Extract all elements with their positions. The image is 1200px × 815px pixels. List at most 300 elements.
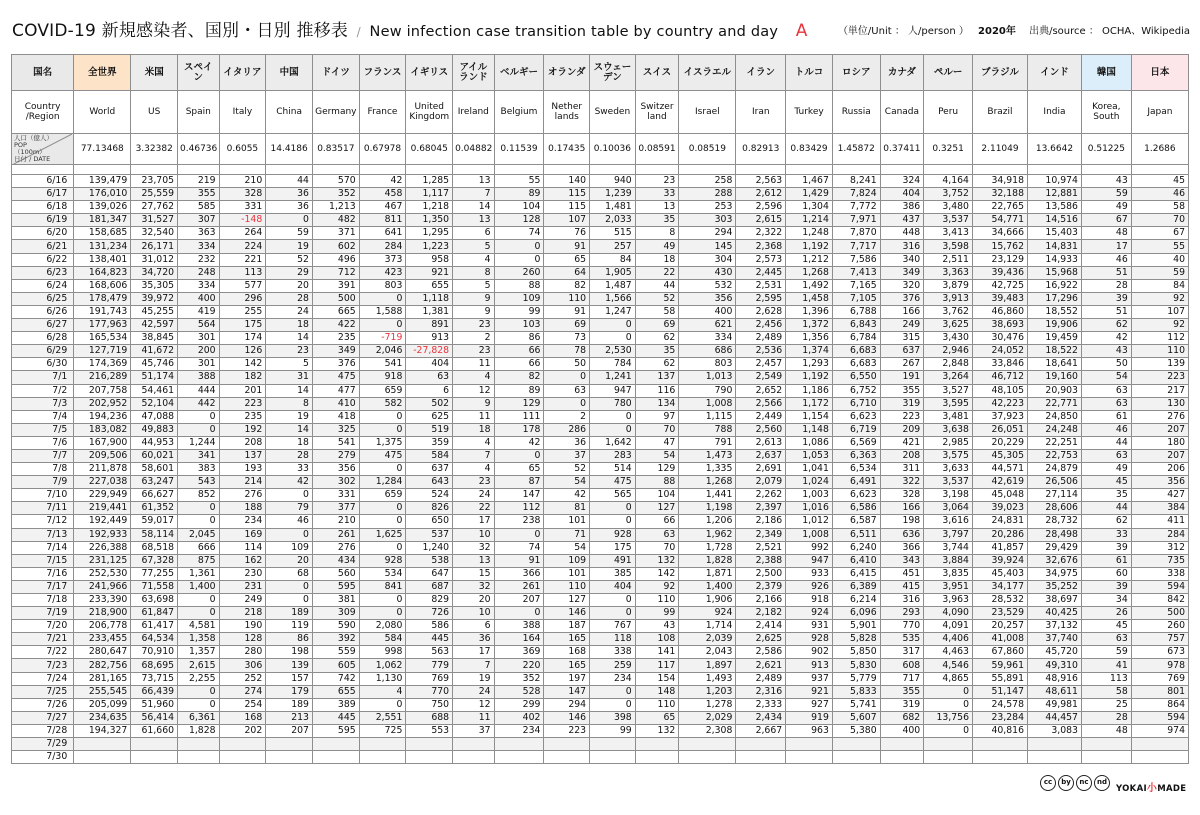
case-count-cell: 211,878 <box>74 463 131 476</box>
case-count-cell: 37 <box>544 449 590 462</box>
case-count-cell: 234,635 <box>74 711 131 724</box>
date-cell: 7/1 <box>12 371 74 384</box>
case-count-cell: 45,255 <box>131 305 178 318</box>
case-count-cell: 51,174 <box>131 371 178 384</box>
case-count-cell: 6,240 <box>832 541 880 554</box>
case-count-cell: 3,575 <box>924 449 973 462</box>
case-count-cell: 3,963 <box>924 594 973 607</box>
case-count-cell: 99 <box>494 305 544 318</box>
case-count-cell <box>219 751 266 764</box>
case-count-cell: 283 <box>590 449 636 462</box>
case-count-cell <box>1027 738 1081 751</box>
title-english: New infection case transition table by country and day <box>369 24 779 40</box>
case-count-cell: 2,457 <box>736 358 786 371</box>
case-count-cell: 9 <box>453 305 495 318</box>
spacer-cell <box>590 165 636 175</box>
case-count-cell: 129 <box>494 397 544 410</box>
case-count-cell: 66,627 <box>131 489 178 502</box>
population-value: 0.51225 <box>1081 134 1131 165</box>
case-count-cell: 44,953 <box>131 436 178 449</box>
case-count-cell: 0 <box>590 515 636 528</box>
date-cell: 7/14 <box>12 541 74 554</box>
case-count-cell: 404 <box>406 358 453 371</box>
case-count-cell: 0 <box>924 698 973 711</box>
country-name-en: Sweden <box>590 91 636 134</box>
case-count-cell: 1,239 <box>590 188 636 201</box>
case-count-cell: 2,549 <box>736 371 786 384</box>
case-count-cell: 49 <box>1081 201 1131 214</box>
case-count-cell <box>736 751 786 764</box>
case-count-cell: 621 <box>679 319 736 332</box>
case-count-cell: 286 <box>544 423 590 436</box>
case-count-cell: 68,695 <box>131 659 178 672</box>
case-count-cell: 19 <box>266 410 313 423</box>
case-count-cell: 320 <box>880 279 924 292</box>
population-row <box>12 134 1189 165</box>
case-count-cell: 65 <box>544 253 590 266</box>
case-count-cell: 0 <box>359 463 406 476</box>
spacer-cell <box>635 165 679 175</box>
case-count-cell: 15,968 <box>1027 266 1081 279</box>
date-cell: 7/4 <box>12 410 74 423</box>
case-count-cell <box>494 738 544 751</box>
table-row <box>12 685 1189 698</box>
case-count-cell: 2,637 <box>736 449 786 462</box>
case-count-cell: 58,601 <box>131 463 178 476</box>
country-name-jp: 米国 <box>131 55 178 91</box>
case-count-cell: 253 <box>679 201 736 214</box>
case-count-cell: 267 <box>880 358 924 371</box>
case-count-cell: 142 <box>635 567 679 580</box>
case-count-cell: 0 <box>178 698 220 711</box>
case-count-cell: 411 <box>1131 515 1188 528</box>
case-count-cell: 18 <box>266 436 313 449</box>
case-count-cell: 637 <box>880 345 924 358</box>
case-count-cell: 371 <box>312 227 359 240</box>
case-count-cell: 49,981 <box>1027 698 1081 711</box>
case-count-cell: 307 <box>178 214 220 227</box>
spacer-cell <box>544 165 590 175</box>
population-value: 0.17435 <box>544 134 590 165</box>
case-count-cell <box>359 751 406 764</box>
case-count-cell: 355 <box>880 384 924 397</box>
case-count-cell: 35,252 <box>1027 580 1081 593</box>
case-count-cell: 328 <box>880 489 924 502</box>
case-count-cell: 24 <box>266 305 313 318</box>
case-count-cell: 7,870 <box>832 227 880 240</box>
case-count-cell: 13 <box>453 175 495 188</box>
table-row <box>12 214 1189 227</box>
case-count-cell: 23 <box>266 345 313 358</box>
case-count-cell: 448 <box>880 227 924 240</box>
case-count-cell: 6,719 <box>832 423 880 436</box>
case-count-cell: 181,347 <box>74 214 131 227</box>
case-count-cell: 422 <box>312 319 359 332</box>
case-count-cell: 46 <box>1131 188 1188 201</box>
case-count-cell: 315 <box>880 332 924 345</box>
case-count-cell: 913 <box>406 332 453 345</box>
case-count-cell: 294 <box>544 698 590 711</box>
case-count-cell: 7,586 <box>832 253 880 266</box>
case-count-cell: 625 <box>406 410 453 423</box>
brand-suffix: MADE <box>1157 784 1187 794</box>
case-count-cell: 535 <box>880 633 924 646</box>
case-count-cell: 92 <box>1131 292 1188 305</box>
case-count-cell: 6,389 <box>832 580 880 593</box>
case-count-cell: 207 <box>1131 423 1188 436</box>
case-count-cell: 3,413 <box>924 227 973 240</box>
case-count-cell: 235 <box>219 410 266 423</box>
case-count-cell: 25,559 <box>131 188 178 201</box>
case-count-cell: 2,489 <box>736 672 786 685</box>
header-row-en <box>12 91 1189 134</box>
case-count-cell: 0 <box>359 698 406 711</box>
cc-nc-icon: nc <box>1076 775 1092 791</box>
brand-mark: 小 <box>1146 783 1158 794</box>
table-row <box>12 279 1189 292</box>
case-count-cell: 1,441 <box>679 489 736 502</box>
case-count-cell: 5,901 <box>832 620 880 633</box>
case-count-cell: 303 <box>679 214 736 227</box>
country-name-en: Brazil <box>972 91 1027 134</box>
case-count-cell: 97 <box>635 410 679 423</box>
case-count-cell: 726 <box>406 607 453 620</box>
case-count-cell: 113 <box>219 266 266 279</box>
case-count-cell: 767 <box>590 620 636 633</box>
case-count-cell: 114 <box>219 541 266 554</box>
case-count-cell: 59,961 <box>972 659 1027 672</box>
case-count-cell: 534 <box>359 567 406 580</box>
case-count-cell: 4 <box>453 253 495 266</box>
case-count-cell: 14 <box>266 384 313 397</box>
case-count-cell: 14,516 <box>1027 214 1081 227</box>
case-count-cell: 524 <box>406 489 453 502</box>
case-count-cell: 139,026 <box>74 201 131 214</box>
case-count-cell: 79 <box>266 502 313 515</box>
case-count-cell: 174,369 <box>74 358 131 371</box>
header-row-jp <box>12 55 1189 91</box>
case-count-cell: 219,441 <box>74 502 131 515</box>
case-count-cell: 3,913 <box>924 292 973 305</box>
case-count-cell: 947 <box>786 554 833 567</box>
case-count-cell: 12 <box>453 384 495 397</box>
case-count-cell: 23 <box>453 476 495 489</box>
case-count-cell: 180 <box>1131 436 1188 449</box>
case-count-cell: 23 <box>635 175 679 188</box>
case-count-cell <box>880 738 924 751</box>
case-count-cell: 108 <box>635 633 679 646</box>
case-count-cell: 109 <box>544 554 590 567</box>
case-count-cell: 1,247 <box>590 305 636 318</box>
case-count-cell: 319 <box>880 397 924 410</box>
case-count-cell: 18 <box>635 253 679 266</box>
case-count-cell: 54,461 <box>131 384 178 397</box>
case-count-cell: 49 <box>1081 463 1131 476</box>
case-count-cell: 4,463 <box>924 646 973 659</box>
case-count-cell: 1,206 <box>679 515 736 528</box>
case-count-cell: 2,388 <box>736 554 786 567</box>
case-count-cell: 3,762 <box>924 305 973 318</box>
population-value: 1.45872 <box>832 134 880 165</box>
date-cell: 6/16 <box>12 175 74 188</box>
case-count-cell: 978 <box>1131 659 1188 672</box>
case-count-cell: 17 <box>453 646 495 659</box>
case-count-cell: 400 <box>880 724 924 737</box>
case-count-cell: 6,410 <box>832 554 880 567</box>
case-count-cell: 33 <box>266 463 313 476</box>
case-count-cell: 104 <box>635 489 679 502</box>
case-count-cell: 3,797 <box>924 528 973 541</box>
case-count-cell: 42,597 <box>131 319 178 332</box>
case-count-cell: 1,117 <box>406 188 453 201</box>
date-cell: 7/27 <box>12 711 74 724</box>
case-count-cell: 319 <box>880 698 924 711</box>
case-count-cell: 4 <box>453 436 495 449</box>
country-name-jp: フランス <box>359 55 406 91</box>
case-count-cell: 742 <box>312 672 359 685</box>
case-count-cell: 430 <box>679 266 736 279</box>
case-count-cell: 45,305 <box>972 449 1027 462</box>
case-count-cell: 65 <box>635 711 679 724</box>
case-count-cell: 99 <box>635 607 679 620</box>
case-count-cell: 650 <box>406 515 453 528</box>
case-count-cell: 467 <box>359 201 406 214</box>
case-count-cell: 5,850 <box>832 646 880 659</box>
spacer-cell <box>453 165 495 175</box>
case-count-cell: 254 <box>219 698 266 711</box>
case-count-cell: 338 <box>1131 567 1188 580</box>
population-value: 0.6055 <box>219 134 266 165</box>
spacer-cell <box>12 165 74 175</box>
case-count-cell: 2,573 <box>736 253 786 266</box>
case-count-cell: 301 <box>178 332 220 345</box>
case-count-cell: 0 <box>359 423 406 436</box>
case-count-cell: 63 <box>635 528 679 541</box>
case-count-cell: 1,240 <box>406 541 453 554</box>
case-count-cell: 63 <box>1081 397 1131 410</box>
case-count-cell: 0 <box>544 371 590 384</box>
case-count-cell: 58 <box>635 305 679 318</box>
country-name-en: Turkey <box>786 91 833 134</box>
case-count-cell: 1,248 <box>786 227 833 240</box>
country-name-jp: イスラエル <box>679 55 736 91</box>
table-row <box>12 659 1189 672</box>
case-count-cell: 1,400 <box>679 580 736 593</box>
case-count-cell: 19,160 <box>1027 371 1081 384</box>
case-count-cell: 0 <box>359 502 406 515</box>
date-cell: 7/29 <box>12 738 74 751</box>
case-count-cell: 1,293 <box>786 358 833 371</box>
case-count-cell: 68,518 <box>131 541 178 554</box>
case-count-cell: 51,147 <box>972 685 1027 698</box>
case-count-cell: 41,857 <box>972 541 1027 554</box>
case-count-cell: 3,480 <box>924 201 973 214</box>
case-count-cell: 73 <box>544 332 590 345</box>
case-count-cell: 34,975 <box>1027 567 1081 580</box>
case-count-cell: 59 <box>1081 646 1131 659</box>
case-count-cell: 338 <box>590 646 636 659</box>
case-count-cell: 42 <box>544 489 590 502</box>
case-count-cell: 142 <box>219 358 266 371</box>
case-count-cell: 66 <box>635 515 679 528</box>
case-count-cell: 28,732 <box>1027 515 1081 528</box>
case-count-cell: 803 <box>679 358 736 371</box>
case-count-cell: 63,698 <box>131 594 178 607</box>
spacer-cell <box>178 165 220 175</box>
case-count-cell: 15,762 <box>972 240 1027 253</box>
case-count-cell: 89 <box>494 384 544 397</box>
spacer-cell <box>1131 165 1188 175</box>
case-count-cell: 1,588 <box>359 305 406 318</box>
case-count-cell: 928 <box>359 554 406 567</box>
population-value: 0.10036 <box>590 134 636 165</box>
case-count-cell: 23,705 <box>131 175 178 188</box>
case-count-cell: 659 <box>359 489 406 502</box>
case-count-cell: 2,613 <box>736 436 786 449</box>
case-count-cell: 434 <box>312 554 359 567</box>
case-count-cell: 282,756 <box>74 659 131 672</box>
case-count-cell: 44,571 <box>972 463 1027 476</box>
case-count-cell: 2,308 <box>679 724 736 737</box>
case-count-cell: 2,445 <box>736 266 786 279</box>
case-count-cell: 146 <box>544 607 590 620</box>
case-count-cell: 34 <box>1081 594 1131 607</box>
case-count-cell: 311 <box>880 463 924 476</box>
case-count-cell: 261 <box>312 528 359 541</box>
country-name-jp: イラン <box>736 55 786 91</box>
case-count-cell: 39 <box>1081 580 1131 593</box>
country-name-en: China <box>266 91 313 134</box>
date-cell: 7/7 <box>12 449 74 462</box>
case-count-cell <box>312 751 359 764</box>
case-count-cell: 355 <box>880 685 924 698</box>
case-count-cell: 257 <box>590 240 636 253</box>
case-count-cell: 947 <box>590 384 636 397</box>
case-count-cell: 1,062 <box>359 659 406 672</box>
case-count-cell: 328 <box>219 188 266 201</box>
case-count-cell: 44,457 <box>1027 711 1081 724</box>
case-count-cell: 139,479 <box>74 175 131 188</box>
case-count-cell: 0 <box>266 214 313 227</box>
date-cell: 6/21 <box>12 240 74 253</box>
case-count-cell: 22,771 <box>1027 397 1081 410</box>
case-count-cell: 129 <box>635 463 679 476</box>
case-count-cell: 541 <box>312 436 359 449</box>
case-count-cell: 2,985 <box>924 436 973 449</box>
case-count-cell: 1,358 <box>178 633 220 646</box>
case-count-cell: 402 <box>494 711 544 724</box>
footer-logos <box>1040 775 1190 795</box>
case-count-cell: 1,400 <box>178 580 220 593</box>
case-count-cell: 309 <box>312 607 359 620</box>
country-name-en: India <box>1027 91 1081 134</box>
case-count-cell: 31,012 <box>131 253 178 266</box>
case-count-cell: 210 <box>219 175 266 188</box>
case-count-cell <box>679 751 736 764</box>
case-count-cell: 0 <box>494 240 544 253</box>
case-count-cell: 32,676 <box>1027 554 1081 567</box>
case-count-cell: 8 <box>266 397 313 410</box>
case-count-cell: 687 <box>406 580 453 593</box>
case-count-cell: 255,545 <box>74 685 131 698</box>
case-count-cell: 1,268 <box>786 266 833 279</box>
case-count-cell: 50 <box>1081 358 1131 371</box>
case-count-cell: 55 <box>1131 240 1188 253</box>
case-count-cell: 66,439 <box>131 685 178 698</box>
case-count-cell: 218,900 <box>74 607 131 620</box>
case-count-cell: 316 <box>880 240 924 253</box>
case-count-cell: 1,278 <box>679 698 736 711</box>
case-count-cell: 41,008 <box>972 633 1027 646</box>
case-count-cell: 563 <box>406 646 453 659</box>
date-cell: 7/19 <box>12 607 74 620</box>
case-count-cell: 231 <box>219 580 266 593</box>
case-count-cell: 926 <box>786 580 833 593</box>
case-count-cell: 13 <box>453 554 495 567</box>
case-count-cell: 51 <box>1081 305 1131 318</box>
case-count-cell: 541 <box>359 358 406 371</box>
case-count-cell: 0 <box>590 594 636 607</box>
case-count-cell: 502 <box>406 397 453 410</box>
case-count-cell: 118 <box>590 633 636 646</box>
case-count-cell: 355 <box>178 188 220 201</box>
table-row <box>12 528 1189 541</box>
case-count-cell: 605 <box>312 659 359 672</box>
case-count-cell: 385 <box>590 567 636 580</box>
case-count-cell: 1,003 <box>786 489 833 502</box>
case-count-cell: 230 <box>219 567 266 580</box>
case-count-cell: 902 <box>786 646 833 659</box>
case-count-cell: 1,203 <box>679 685 736 698</box>
case-count-cell: 3,537 <box>924 476 973 489</box>
case-count-cell: 769 <box>1131 672 1188 685</box>
population-value: 0.68045 <box>406 134 453 165</box>
case-count-cell <box>786 751 833 764</box>
case-count-cell: 110 <box>544 580 590 593</box>
case-count-cell: 1,642 <box>590 436 636 449</box>
case-count-cell: 6,550 <box>832 371 880 384</box>
case-count-cell: 594 <box>1131 580 1188 593</box>
table-row <box>12 436 1189 449</box>
case-count-cell: 2,848 <box>924 358 973 371</box>
case-count-cell: 205,099 <box>74 698 131 711</box>
case-count-cell: 207,758 <box>74 384 131 397</box>
case-count-cell: 312 <box>1131 541 1188 554</box>
case-count-cell: 1,192 <box>786 240 833 253</box>
case-count-cell: 2,536 <box>736 345 786 358</box>
date-cell: 6/20 <box>12 227 74 240</box>
cc-icon: cc <box>1040 775 1056 791</box>
case-count-cell: -148 <box>219 214 266 227</box>
case-count-cell: 17 <box>453 515 495 528</box>
case-count-cell <box>312 738 359 751</box>
case-count-cell: 2,621 <box>736 659 786 672</box>
date-cell: 7/20 <box>12 620 74 633</box>
date-cell: 6/28 <box>12 332 74 345</box>
population-value: 0.46736 <box>178 134 220 165</box>
case-count-cell: 0 <box>924 685 973 698</box>
table-row <box>12 292 1189 305</box>
table-row <box>12 371 1189 384</box>
case-count-cell: 5,741 <box>832 698 880 711</box>
case-count-cell: 22,765 <box>972 201 1027 214</box>
case-count-cell: 40,425 <box>1027 607 1081 620</box>
case-count-cell: 46 <box>1081 253 1131 266</box>
case-count-cell: 61,847 <box>131 607 178 620</box>
case-count-cell: 2,560 <box>736 423 786 436</box>
date-cell: 6/24 <box>12 279 74 292</box>
case-count-cell: 7,772 <box>832 201 880 214</box>
